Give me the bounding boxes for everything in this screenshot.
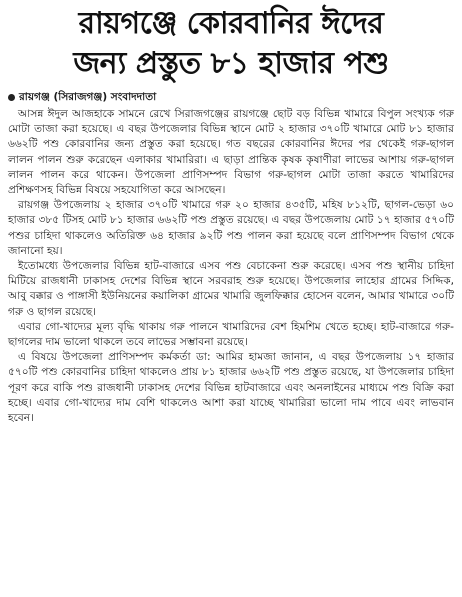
article-body — [8, 107, 454, 426]
bullet-icon — [8, 94, 15, 101]
byline — [8, 90, 454, 105]
headline — [8, 4, 454, 84]
paragraph-4: এবার গো-খাদ্যের মূল্য বৃদ্ধি থাকায় গরু পালনে খামারিদের বেশ হিমশিম খেতে হচ্ছে। হাট-বাজারে গরু-ছাগলের দাম ভালো থাকলে তবে লাভের সম্ভাবনা রয়েছে। — [8, 320, 454, 349]
headline-line-1: রায়গঞ্জে কোরবানির ঈদের — [78, 6, 384, 41]
paragraph-5: এ বিষয়ে উপজেলা প্রাণিসম্পদ কর্মকর্তা ডা: আমির হামজা জানান, এ বছর উপজেলায় ১৭ হাজার ৫৭০টি পশু কোরবানির চাহিদা থাকলেও প্রায় ৮১ হাজার ৬৬২টি পশু প্রস্তুত রয়েছে, যা উপজেলার চাহিদা পূরণ করে বাকি পশু রাজধানী ঢাকাসহ দেশের বিভিন্ন হাটবাজারে এবং অনলাইনের মাধ্যমে পশু বিক্রি করা হচ্ছে। এবার গো-খাদ্যের দাম বেশি থাকলেও আশা করা যাচ্ছে খামারিরা ভালো দাম পাবে এবং লাভবান হবেন। — [8, 351, 454, 425]
paragraph-3: ইতোমধ্যে উপজেলার বিভিন্ন হাট-বাজারে এসব পশু বেচাকেনা শুরু করেছে। এসব পশু স্থানীয় চাহিদা মিটিয়ে রাজধানী ঢাকাসহ দেশের বিভিন্ন স্থানে সরবরাহ শুরু হয়েছে। উপজেলার লাহোর গ্রামের সিদ্দিক, আবু বক্কার ও পাঙ্গাসী ইউনিয়নের কয়ালিকা গ্রামের খামারি জুলফিক্কার হোসেন বলেন, আমার খামারে ৩০টি গরু ও ছাগল রয়েছে। — [8, 260, 454, 318]
byline-text: রায়গঞ্জ (সিরাজগঞ্জ) সংবাদদাতা — [19, 91, 157, 103]
paragraph-1: আসন্ন ঈদুল আজহাকে সামনে রেখে সিরাজগঞ্জের রায়গঞ্জে ছোট বড় বিভিন্ন খামারে বিপুল সংখ্যক গরু মোটা তাজা করা হয়েছে। এ বছর উপজেলার বিভিন্ন স্থানে মোট ২ হাজার ৩৭০টি খামারে মোট ৮১ হাজার ৬৬২টি পশু কোরবানির জন্য প্রস্তুত করা হয়েছে। গত বছরের কোরবানির ঈদের পর থেকেই গরু-ছাগল লালন পালন শুরু করেছেন এলাকার খামারিরা। এ ছাড়া প্রান্তিক কৃষক কৃষাণীরা লাভের আশায় গরু-ছাগল লালন পালন করে থাকেন। উপজেলা প্রাণিসম্পদ বিভাগ গরু-ছাগল মোটা তাজা করতে খামারিদের প্রশিক্ষণসহ বিভিন্ন বিষয়ে সহযোগিতা করে আসছেন। — [8, 108, 454, 197]
headline-line-2: জন্য প্রস্তুত ৮১ হাজার পশু — [73, 46, 389, 81]
paragraph-2: রায়গঞ্জ উপজেলায় ২ হাজার ৩৭০টি খামারে গরু ২০ হাজার ৪৩৫টি, মহিষ ৮১২টি, ছাগল-ভেড়া ৬০ হাজার ৩৮৫ টিসহ মোট ৮১ হাজার ৬৬২টি পশু প্রস্তুত রয়েছে। এ বছর উপজেলায় মোট ১৭ হাজার ৫৭০টি পশুর চাহিদা থাকলেও অতিরিক্ত ৬৪ হাজার ৯২টি পশু পালন করা হয়েছে বলে প্রাণিসম্পদ বিভাগ থেকে জানানো হয়। — [8, 199, 454, 257]
